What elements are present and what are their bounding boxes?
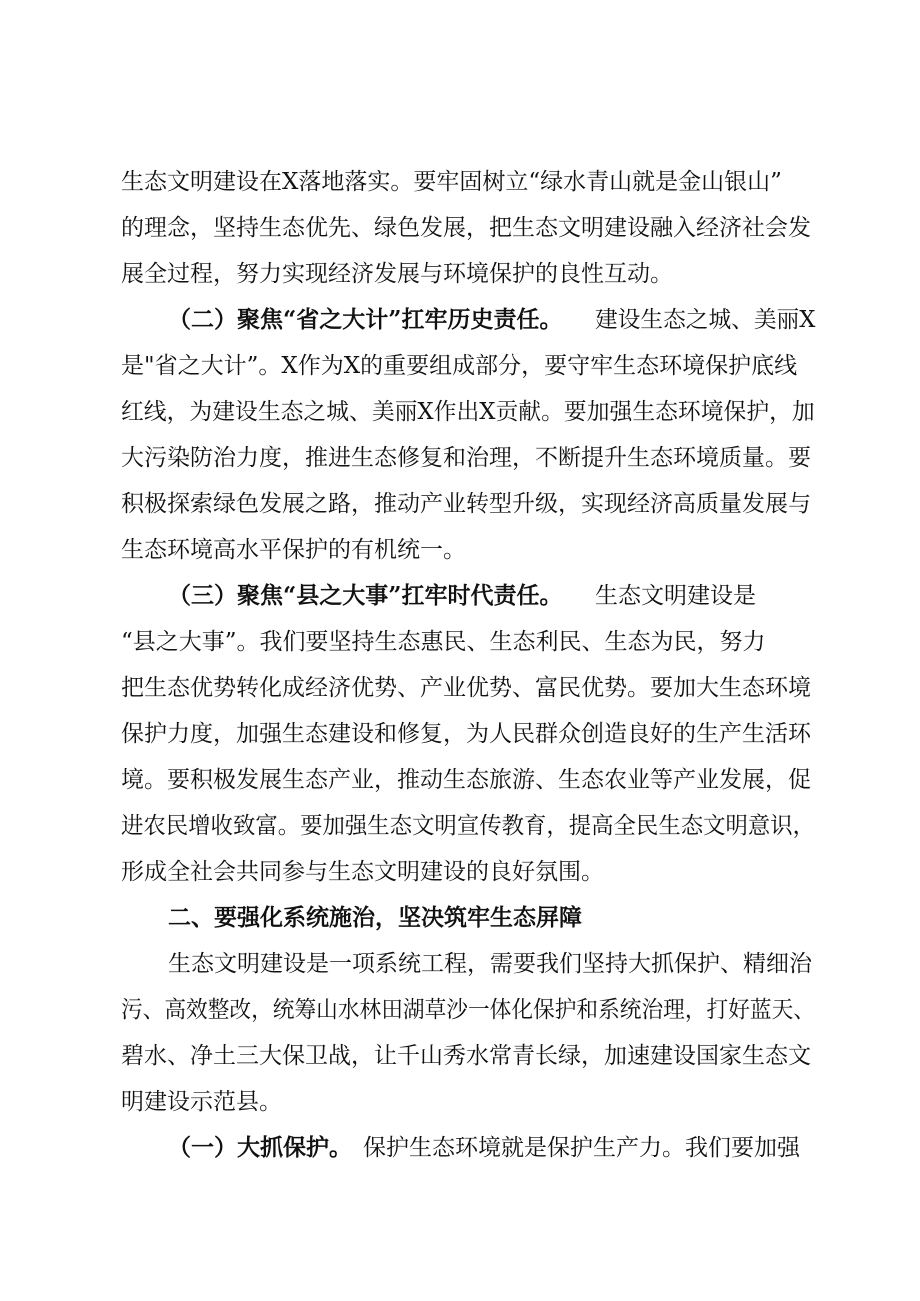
- p2-heading: （二）聚焦“省之大计”扛牢历史责任。: [168, 306, 563, 333]
- p4-line-3: [0, 1034, 920, 1078]
- p3-line-7: [0, 850, 920, 894]
- p3-first-rest: 生态文明建设是: [595, 583, 756, 609]
- section2-heading-line: [0, 896, 920, 940]
- text-run: “县之大事”。我们要坚持生态惠民、生态利民、生态为民，努力: [121, 629, 766, 655]
- p4-line-1: [0, 942, 920, 986]
- text-run: 展全过程，努力实现经济发展与环境保护的良性互动。: [121, 261, 673, 287]
- p5-heading: （一）大抓保护。: [168, 1134, 352, 1161]
- p3-heading: （三）聚焦“县之大事”扛牢时代责任。: [168, 582, 563, 609]
- section2-heading: 二、要强化系统施治，坚决筑牢生态屏障: [168, 904, 582, 931]
- text-run: 生态文明建设是一项系统工程，需要我们坚持大抓保护、精细治: [168, 951, 812, 977]
- text-run: 的理念，坚持生态优先、绿色发展，把生态文明建设融入经济社会发: [121, 215, 811, 241]
- p3-line-4: [0, 712, 920, 756]
- p2-line-6: [0, 528, 920, 572]
- text-run: 保护力度，加强生态建设和修复，为人民群众创造良好的生产生活环: [121, 721, 811, 747]
- p2-line-4: [0, 436, 920, 480]
- text-run: 是"省之大计”。X作为X的重要组成部分，要守牢生态环境保护底线: [121, 353, 798, 379]
- text-run: 红线，为建设生态之城、美丽X作出X贡献。要加强生态环境保护，加: [121, 399, 815, 425]
- p4-line-4: [0, 1080, 920, 1124]
- text-run: 把生态优势转化成经济优势、产业优势、富民优势。要加大生态环境: [121, 675, 811, 701]
- p1-line-1: [0, 160, 920, 204]
- p2-line-1: [0, 298, 920, 342]
- text-run: 积极探索绿色发展之路，推动产业转型升级，实现经济高质量发展与: [121, 491, 811, 517]
- text-run: 形成全社会共同参与生态文明建设的良好氛围。: [121, 859, 604, 885]
- text-run: 境。要积极发展生态产业，推动生态旅游、生态农业等产业发展，促: [121, 767, 811, 793]
- text-run: 碧水、净土三大保卫战，让千山秀水常青长绿，加速建设国家生态文: [121, 1043, 811, 1069]
- text-run: 大污染防治力度，推进生态修复和治理，不断提升生态环境质量。要: [121, 445, 811, 471]
- text-run: 生态环境高水平保护的有机统一。: [121, 537, 466, 563]
- p1-line-2: [0, 206, 920, 250]
- text-run: 明建设示范县。: [121, 1089, 282, 1115]
- p3-line-6: [0, 804, 920, 848]
- p2-line-5: [0, 482, 920, 526]
- p4-line-2: [0, 988, 920, 1032]
- text-run: 生态文明建设在X落地落实。要牢固树立“绿水青山就是金山银山”: [121, 169, 782, 195]
- p2-first-rest: 建设生态之城、美丽X: [595, 307, 816, 333]
- text-run: 污、高效整改，统筹山水林田湖草沙一体化保护和系统治理，打好蓝天、: [121, 997, 815, 1023]
- p3-line-3: [0, 666, 920, 710]
- p5-first-rest: 保护生态环境就是保护生产力。我们要加强: [363, 1135, 800, 1161]
- p5-line-1: [0, 1126, 920, 1170]
- p3-line-1: [0, 574, 920, 618]
- text-run: 进农民增收致富。要加强生态文明宣传教育，提高全民生态文明意识，: [121, 813, 816, 839]
- p2-line-3: [0, 390, 920, 434]
- p2-line-2: [0, 344, 920, 388]
- p3-line-5: [0, 758, 920, 802]
- p1-line-3: [0, 252, 920, 296]
- p3-line-2: [0, 620, 920, 664]
